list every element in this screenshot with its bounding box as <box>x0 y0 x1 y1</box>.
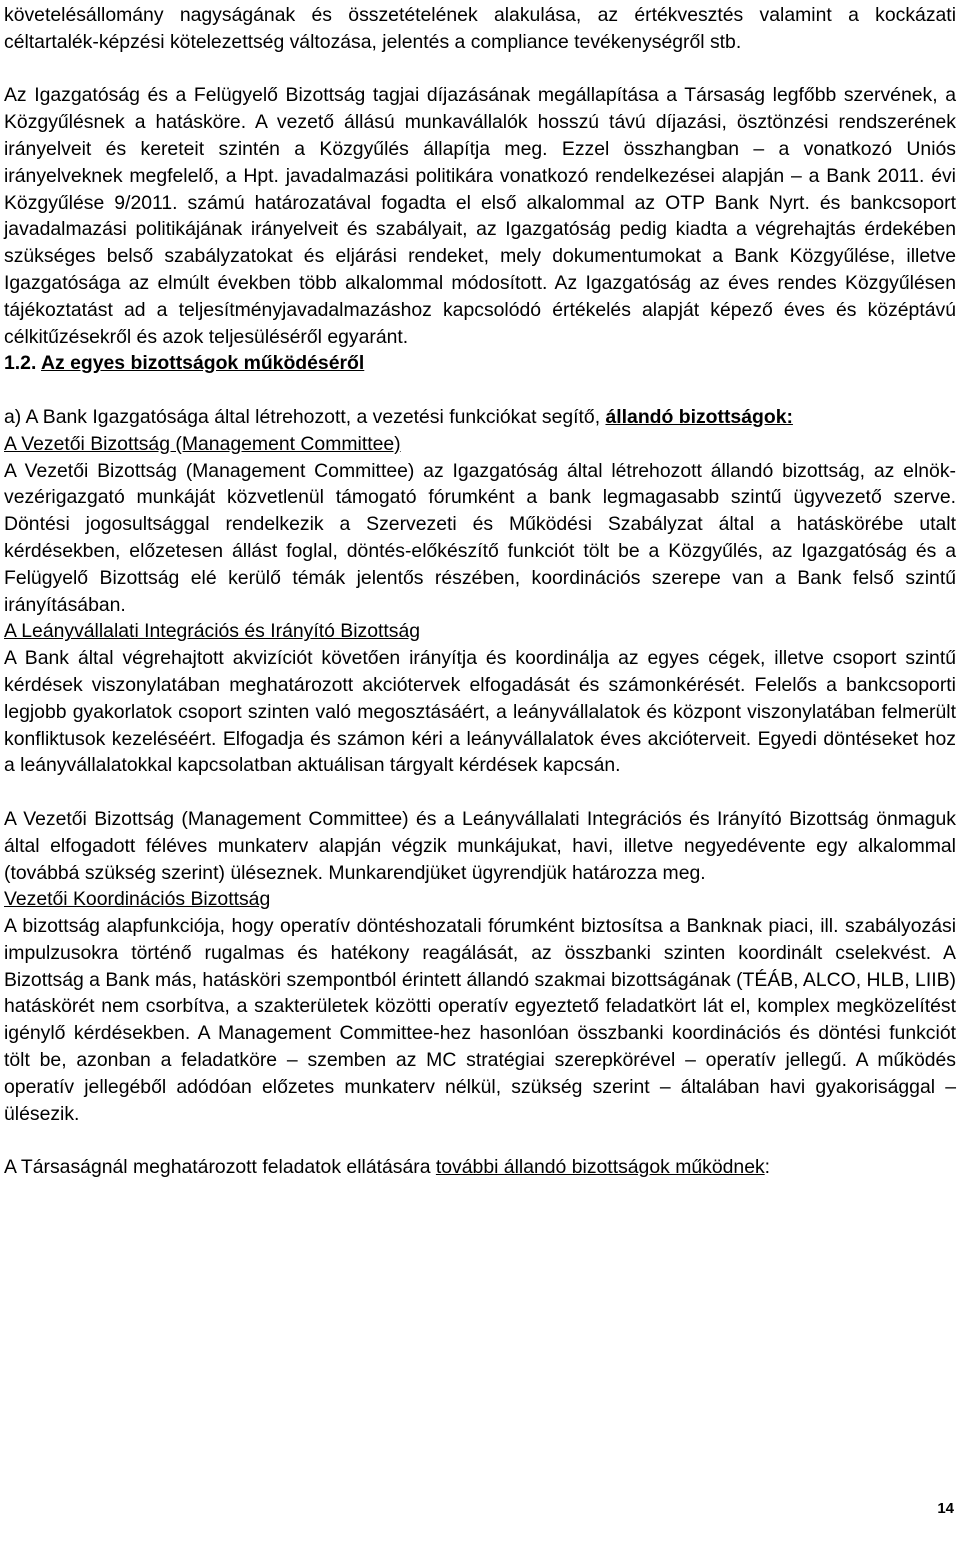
joint-committees-paragraph: A Vezetői Bizottság (Management Committee) és a Leányvállalati Integrációs és Irányító Bizottság önmaguk által elfogadott féléves munkaterv alapján végzik munkájukat, havi, illetve negyedévente egy alkalommal (továbbá szükség szerint) üléseznek. Munkarendjüket ügyrendjük határozza meg. <box>4 807 956 884</box>
section-heading <box>4 350 956 377</box>
paragraph-remuneration-policy: Az Igazgatóság és a Felügyelő Bizottság tagjai díjazásának megállapítása a Társaság legfőbb szervének, a Közgyűlésnek a hatásköre. A vezető állású munkavállalók hosszú távú díjazási, ösztönzési rendszerének irányelveit és kereteit szintén a Közgyűlés állapítja meg. Ezzel összhangban – a vonatkozó Uniós irányelveknek megfelelő, a Hpt. javadalmazási politikára vonatkozó rendelkezései alapján – a Bank 2011. évi Közgyűlése 9/2011. számú határozatával fogadta el első alkalommal az OTP Bank Nyrt. és bankcsoport javadalmazási politikájának irányelveit és szabályait, az Igazgatóság pedig kiadta a végrehajtás érdekében szükséges belső szabályzatokat és eljárási rendeket, mely dokumentumokat a Bank Közgyűlése, illetve Igazgatósága az elmúlt években több alkalommal módosított. Az Igazgatóság az éves rendes Közgyűlésen tájékoztatást ad a teljesítményjavadalmazáshoz kapcsolódó értékelés alapját képező éves és középtávú célkitűzésekről és azok teljesüléséről egyaránt. <box>4 84 956 348</box>
management-committee-text: A Vezetői Bizottság (Management Committee) az Igazgatóság által létrehozott állandó bizottság, az elnök-vezérigazgató munkáját közvetlenül támogató fórumként a bank legmagasabb szintű ügyvezető szerve. Döntési jogosultsággal rendelkezik a Szervezeti és Működési Szabályzat által a hatáskörébe utalt kérdésekben, előzetesen állást foglal, döntés-előkészítő funkciót tölt be a Közgyűlés, az Igazgatóság és a Felügyelő Bizottság elé kerülő témák jelentős részében, koordinációs szerepe van a Bank felső szintű irányításában. <box>4 459 956 616</box>
closing-prefix: A Társaságnál meghatározott feladatok ellátására <box>4 1156 436 1179</box>
management-committee-title: A Vezetői Bizottság (Management Committee) <box>4 432 401 455</box>
coordination-committee-text: A bizottság alapfunkciója, hogy operatív döntéshozatali fórumként biztosítsa a Banknak piaci, ill. szabályozási impulzusokra történő rugalmas és hatékony reagálását, az összbanki szinten koordinált cselekvést. A Bizottság a Bank más, hatásköri szempontból érintett állandó szakmai bizottságának (TÉÁB, ALCO, HLB, LIIB) hatáskörét nem csorbítva, a szakterületek közötti operatív egyeztető feladatkört lát el, komplex megközelítést igénylő kérdésekben. A Management Committee-hez hasonlóan összbanki koordinációs és döntési funkciót tölt be, azonban a feladatköre – szemben az MC stratégiai szerepkörével – operatív jellegű. A működés operatív jellegéből adódóan előzetes munkaterv nélkül, szükség szerint – általában havi gyakorisággal – ülésezik. <box>4 915 956 1125</box>
closing-underlined-text: további állandó bizottságok működnek <box>435 1156 765 1179</box>
section-number: 1.2. <box>4 352 37 375</box>
intro-bold-term: állandó bizottságok: <box>605 405 793 428</box>
intro-text: a) A Bank Igazgatósága által létrehozott, a vezetési funkciókat segítő, <box>4 405 606 428</box>
closing-paragraph <box>4 1154 956 1181</box>
paragraph-remuneration-reporting: követelésállomány nagyságának és összetételének alakulása, az értékvesztés valamint a kockázati céltartalék-képzési kötelezettség változása, jelentés a compliance tevékenységről stb. <box>4 4 956 53</box>
subsidiary-committee-text: A Bank által végrehajtott akvizíciót követően irányítja és koordinálja az egyes cégek, illetve csoport szintű kérdések viszonylatában meghatározott akciótervek elfogadását és számonkérését. Felelős a bankcsoporti legjobb gyakorlatok csoport szinten való megosztásáért, a leányvállalatok és központ viszonylatában felmerült konfliktusok kezeléséért. Elfogadja és számon kéri a leányvállalatok éves akcióterveit. Egyedi döntéseket hoz a leányvállalatokkal kapcsolatban aktuálisan tárgyalt kérdések kapcsán. <box>4 647 956 777</box>
subsidiary-committee-title: A Leányvállalati Integrációs és Irányító Bizottság <box>4 620 421 643</box>
page-number: 14 <box>937 1500 954 1517</box>
section-title: Az egyes bizottságok működéséről <box>41 352 365 375</box>
document-page <box>4 2 956 1181</box>
coordination-committee-title: Vezetői Koordinációs Bizottság <box>4 888 271 911</box>
intro-paragraph <box>4 404 956 431</box>
closing-suffix: : <box>764 1156 771 1179</box>
